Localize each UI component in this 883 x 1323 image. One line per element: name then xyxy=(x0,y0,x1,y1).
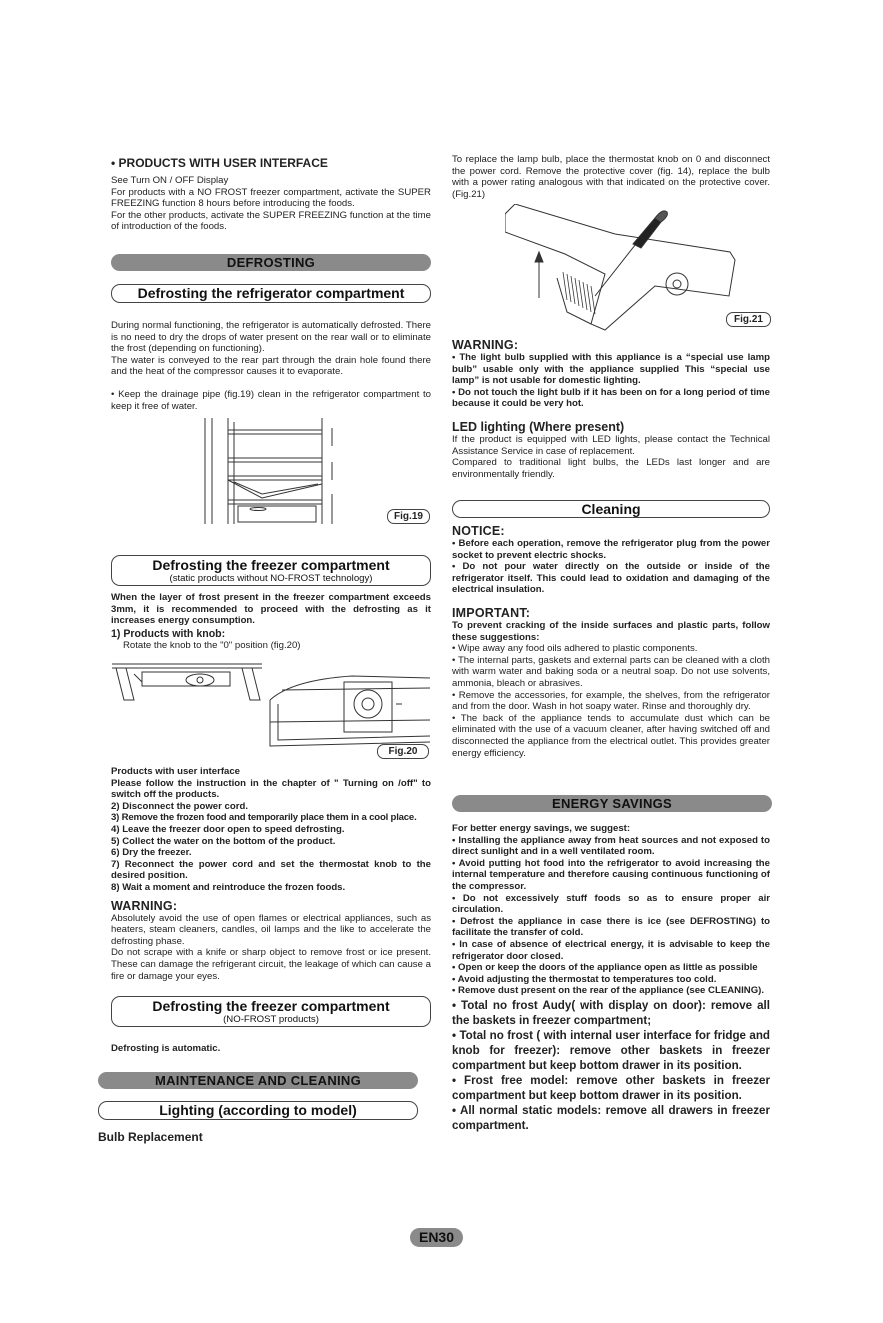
led-line: If the product is equipped with LED lights, please contact the Technical Assistance Service in case of replacement. xyxy=(452,433,770,457)
right-warning-line: • Do not touch the light bulb if it has been on for a long period of time because it could be very hot. xyxy=(452,386,770,410)
page-number-badge xyxy=(410,1228,463,1247)
bulb-replacement-heading: Bulb Replacement xyxy=(98,1130,203,1144)
left-column xyxy=(111,156,431,233)
fig20-label: Fig.20 xyxy=(377,744,429,759)
fridge-defrost-text xyxy=(111,320,431,412)
products-ui-line: For products with a NO FROST freezer compartment, activate the SUPER FREEZING function 8 hours before introducing the foods. xyxy=(111,186,431,210)
fig21-label: Fig.21 xyxy=(726,312,771,327)
ui-step: 5) Collect the water on the bottom of the product. xyxy=(111,835,336,847)
energy-line: • Avoid putting hot food into the refrigerator to avoid increasing the internal temperature and therefore causing continuous functioning of the compressor. xyxy=(452,857,770,892)
basket-line: • All normal static models: remove all drawers in freezer compartment. xyxy=(452,1103,770,1132)
defrost-automatic: Defrosting is automatic. xyxy=(111,1043,221,1054)
fridge-keep: • Keep the drainage pipe (fig.19) clean in the refrigerator compartment to keep it free of water. xyxy=(111,388,431,412)
important-line: • The back of the appliance tends to accumulate dust which can be eliminated with the use of a vacuum cleaner, after having switched off and disconnected the appliance from the electrical outlet. This provides greater energy efficiency. xyxy=(452,712,770,759)
ui-step: 6) Dry the freezer. xyxy=(111,847,192,859)
products-ui-heading: • PRODUCTS WITH USER INTERFACE xyxy=(111,156,328,170)
energy-savings-banner: ENERGY SAVINGS xyxy=(452,795,772,812)
energy-line: • Open or keep the doors of the appliance open as little as possible xyxy=(452,962,758,974)
knob-heading: 1) Products with knob: xyxy=(111,627,226,640)
lamp-para: To replace the lamp bulb, place the thermostat knob on 0 and disconnect the power cord. Remove the protective cover (fig. 14), replace the bulb with a power rating analogous with that indicated on the protective cover.(Fig.21) xyxy=(452,154,770,200)
maintenance-banner: MAINTENANCE AND CLEANING xyxy=(98,1072,418,1089)
ui-step: Please follow the instruction in the chapter of " Turning on /off" to switch off the products. xyxy=(111,777,431,801)
energy-line: • Avoid adjusting the thermostat to temperatures too cold. xyxy=(452,973,717,985)
ui-steps xyxy=(111,766,431,982)
lamp-paragraph xyxy=(452,154,770,200)
left-warning-line: Absolutely avoid the use of open flames or electrical appliances, such as heaters, steam cleaners, candles, oil lamps and the like to accelerate the defrosting phase. xyxy=(111,912,431,947)
notice-line: • Before each operation, remove the refrigerator plug from the power socket to prevent electric shocks. xyxy=(452,538,770,561)
important-line: • The internal parts, gaskets and external parts can be cleaned with a cloth with warm water and baking soda or a neutral soap. Do not use solvents, ammonia, bleach or abrasives. xyxy=(452,654,770,689)
right-warning-line: • The light bulb supplied with this appliance is a “special use lamp bulb” usable only with the appliance supplied This “special use lamp” is not usable for domestic lighting. xyxy=(452,352,770,387)
basket-line: • Total no frost Audy( with display on door): remove all the baskets in freezer compartment; xyxy=(452,998,770,1027)
freezer-intro: When the layer of frost present in the freezer compartment exceeds 3mm, it is recommended to proceed with the defrosting as it increases energy consumption. xyxy=(111,592,431,627)
ui-step: 7) Reconnect the power cord and set the thermostat knob to the desired position. xyxy=(111,858,431,882)
freezer-box-subtitle: (static products without NO-FROST technology) xyxy=(169,573,373,584)
important-line: • Wipe away any food oils adhered to plastic components. xyxy=(452,643,698,655)
left-warning-heading: WARNING: xyxy=(111,898,178,913)
ui-step: 2) Disconnect the power cord. xyxy=(111,800,249,812)
nofrost-box-title: Defrosting the freezer compartment xyxy=(152,998,390,1014)
notice-heading: NOTICE: xyxy=(452,524,505,538)
energy-line: • Remove dust present on the rear of the appliance (see CLEANING). xyxy=(452,985,765,997)
energy-line: • Do not excessively stuff foods so as to ensure proper air circulation. xyxy=(452,892,770,916)
knob-line: Rotate the knob to the "0" position (fig.20) xyxy=(123,640,301,652)
ui-step: Products with user interface xyxy=(111,766,241,777)
important-line: • Remove the accessories, for example, the shelves, from the refrigerator and from the door. Wash in hot soapy water. Rinse and thoroughly dry. xyxy=(452,689,770,713)
freezer-defrost-box xyxy=(111,555,431,586)
nofrost-box-subtitle: (NO-FROST products) xyxy=(223,1014,319,1025)
fridge-para-2: The water is conveyed to the rear part through the drain hole found there and the heat of the compressor causes it to evaporate. xyxy=(111,354,431,378)
fig19-illustration xyxy=(200,418,350,526)
left-warning-line: Do not scrape with a knife or sharp object to remove frost or ice present. These can damage the refrigerant circuit, the leakage of which can cause a fire or damage your eyes. xyxy=(111,947,431,982)
notice-line: • Do not pour water directly on the outside or inside of the refrigerator itself. This could lead to oxidation and damaging of the electrical insulation. xyxy=(452,561,770,596)
energy-line: • In case of absence of electrical energy, it is advisable to keep the refrigerator door closed. xyxy=(452,938,770,962)
important-intro: To prevent cracking of the inside surfaces and plastic parts, follow these suggestions: xyxy=(452,619,770,643)
fridge-para: During normal functioning, the refrigerator is automatically defrosted. There is no need to dry the drops of water present on the rear wall or to eliminate the frost (depending on functioning). xyxy=(111,320,431,355)
basket-list xyxy=(452,998,770,1133)
defrosting-banner: DEFROSTING xyxy=(111,254,431,271)
lighting-box: Lighting (according to model) xyxy=(98,1101,418,1120)
freezer-defrost-text xyxy=(111,592,431,652)
freezer-box-title: Defrosting the freezer compartment xyxy=(152,557,390,573)
products-ui-line: For the other products, activate the SUPER FREEZING function at the time of introduction of the foods. xyxy=(111,209,431,233)
nofrost-defrost-box xyxy=(111,996,431,1027)
fridge-defrost-box: Defrosting the refrigerator compartment xyxy=(111,284,431,303)
ui-step: 3) Remove the frozen food and temporarily place them in a cool place. xyxy=(111,812,417,824)
products-ui-text xyxy=(111,175,431,233)
ui-step: 8) Wait a moment and reintroduce the frozen foods. xyxy=(111,881,346,893)
basket-line: • Frost free model: remove other baskets in freezer compartment but keep bottom drawer in its position. xyxy=(452,1073,770,1102)
notice-section xyxy=(452,524,770,759)
important-heading: IMPORTANT: xyxy=(452,605,531,620)
led-line: Compared to traditional light bulbs, the LEDs last longer and are environmentally friendly. xyxy=(452,457,770,480)
cleaning-box: Cleaning xyxy=(452,500,770,518)
right-warning-section xyxy=(452,338,770,480)
basket-line: • Total no frost ( with internal user interface for fridge and knob for freezer): remove other baskets in freezer compartment but keep bottom drawer in its position. xyxy=(452,1028,770,1072)
energy-line: • Installing the appliance away from heat sources and not exposed to direct sunlight and in a well ventilated room. xyxy=(452,834,770,858)
fig19-label: Fig.19 xyxy=(387,509,430,524)
right-warning-heading: WARNING: xyxy=(452,338,519,352)
energy-line: • Defrost the appliance in case there is ice (see DEFROSTING) to facilitate the transfer of cold. xyxy=(452,915,770,939)
led-heading: LED lighting (Where present) xyxy=(452,419,625,434)
ui-step: 4) Leave the freezer door open to speed defrosting. xyxy=(111,823,345,835)
energy-line: For better energy savings, we suggest: xyxy=(452,823,631,834)
energy-section xyxy=(452,823,770,1133)
products-ui-line: See Turn ON / OFF Display xyxy=(111,175,229,186)
page-number: EN30 xyxy=(418,1229,455,1245)
